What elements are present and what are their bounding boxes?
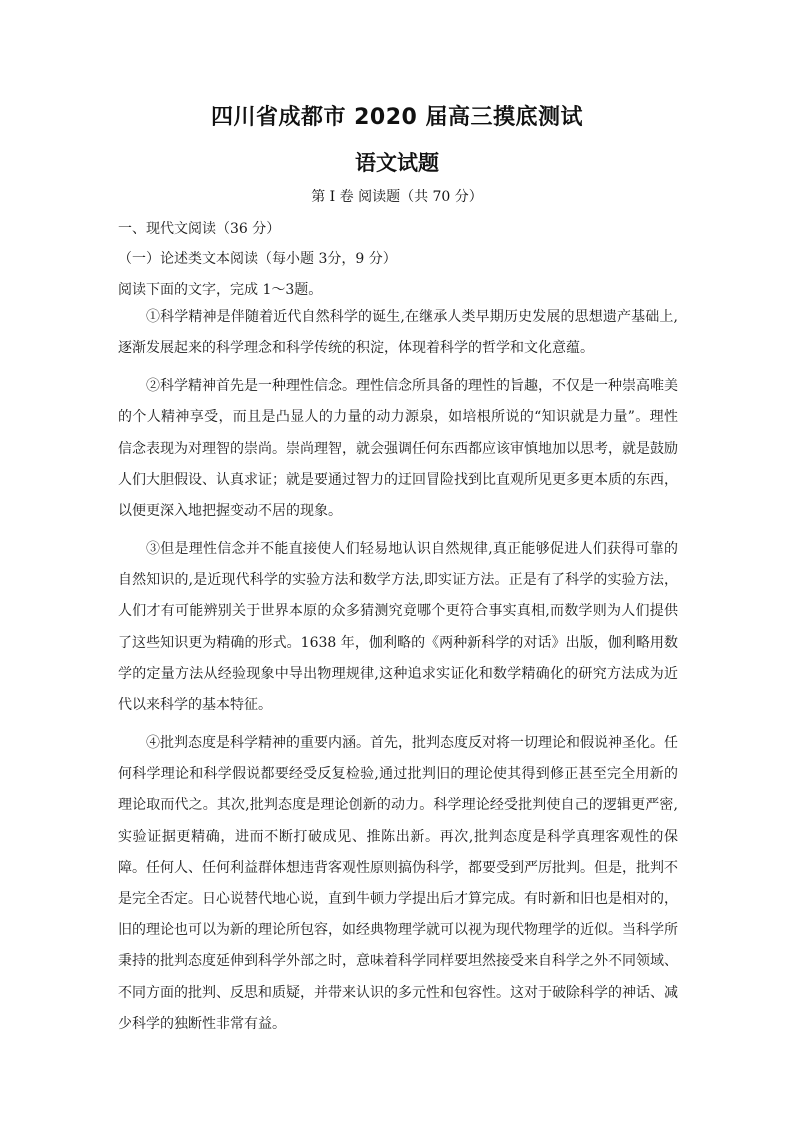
paragraph-2: ②科学精神首先是一种理性信念。理性信念所具备的理性的旨趣，不仅是一种崇高唯美的个人精神享受，而且是凸显人的力量的动力源泉，如培根所说的“知识就是力量”。理性信念表现为对理智的崇尚。崇尚理智，就会强调任何东西都应该审慎地加以思考，就是鼓励人们大胆假设、认真求证；就是要通过智力的迂回冒险找到比直观所见更多更本质的东西，以便更深入地把握变动不居的现象。 (118, 378, 678, 520)
part-heading: 一、现代文阅读（36 分） (118, 221, 281, 237)
section-title: 第 I 卷 阅读题（共 70 分） (311, 189, 483, 205)
article-body (118, 302, 678, 1047)
subpart-heading: （一）论述类文本阅读（每小题 3分，9 分） (118, 251, 397, 267)
paragraph-4: ④批判态度是科学精神的重要内涵。首先，批判态度反对将一切理论和假说神圣化。任何科学理论和科学假说都要经受反复检验,通过批判旧的理论使其得到修正甚至完全用新的理论取而代之。其次,批判态度是理论创新的动力。科学理论经受批判使自己的逻辑更严密,实验证据更精确，进而不断打破成见、推陈出新。再次,批判态度是科学真理客观性的保障。任何人、任何利益群体想违背客观性原则搞伪科学，都要受到严厉批判。但是，批判不是完全否定。日心说替代地心说，直到牛顿力学提出后才算完成。有时新和旧也是相对的，旧的理论也可以为新的理论所包容，如经典物理学就可以视为现代物理学的近似。当科学所秉持的批判态度延伸到科学外部之时，意味着科学同样要坦然接受来自科学之外不同领域、不同方面的批判、反思和质疑，并带来认识的多元性和包容性。这对于破除科学的神话、减少科学的独断性非常有益。 (118, 735, 678, 1032)
document-subtitle: 语文试题 (355, 151, 439, 175)
paragraph-3: ③但是理性信念并不能直接使人们轻易地认识自然规律,真正能够促进人们获得可靠的自然知识的,是近现代科学的实验方法和数学方法,即实证方法。正是有了科学的实验方法，人们才有可能辨别关于世界本原的众多猜测究竟哪个更符合事实真相,而数学则为人们提供了这些知识更为精确的形式。1638 年，伽利略的《两种新科学的对话》出版，伽利略用数学的定量方法从经验现象中导出物理规律,这种追求实证化和数学精确化的研究方法成为近代以来科学的基本特征。 (118, 541, 678, 714)
paragraph-1: ①科学精神是伴随着近代自然科学的诞生,在继承人类早期历史发展的思想遗产基础上,逐渐发展起来的科学理念和科学传统的积淀，体现着科学的哲学和文化意蕴。 (118, 309, 678, 357)
reading-instruction: 阅读下面的文字，完成 1～3题。 (118, 282, 323, 298)
document-title: 四川省成都市 2020 届高三摸底测试 (210, 105, 584, 130)
